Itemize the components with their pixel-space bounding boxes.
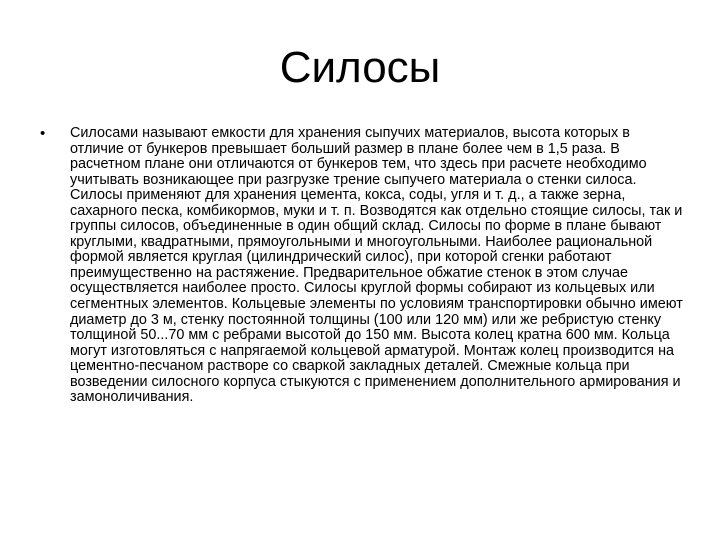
bullet-item	[40, 126, 685, 406]
bullet-text: Силосами называют емкости для хранения сыпучих материалов, высота которых в отличие от бункеров превышает больший размер в плане более чем в 1,5 раза. В расчетном плане они отличаются от бункеров тем, что здесь при расчете необходимо учитывать возникающее при разгрузке трение сыпучего материала о стенки силоса. Силосы применяют для хранения цемента, кокса, соды, угля и т. д., а также зерна, сахарного песка, комбикормов, муки и т. п. Возводятся как отдельно стоящие силосы, так и группы силосов, объединенные в один общий склад. Силосы по форме в плане бывают круглыми, квадратными, прямоугольными и многоугольными. Наиболее рациональной формой является круглая (цилиндрический силос), при которой сгенки работают преимущественно на растяжение. Предварительное обжатие стенок в этом случае осуществляется наиболее просто. Силосы круглой формы собирают из кольцевых или сегментных элементов. Кольцевые элементы по условиям транспортировки обычно имеют диаметр до 3 м, стенку постоянной толщины (100 или 120 мм) или же ребристую стенку толщиной 50...70 мм с ребрами высотой до 150 мм. Высота колец кратна 600 мм. Кольца могут изготовляться с напрягаемой кольцевой арматурой. Монтаж колец производится на цементно-песчаном растворе со сваркой закладных деталей. Смежные кольца при возведении силосного корпуса стыкуются с применением дополнительного армирования и замоноличивания.	[70, 125, 683, 406]
slide-title: Силосы	[279, 43, 441, 92]
bullet-marker: •	[40, 125, 46, 142]
slide-content	[40, 126, 685, 406]
